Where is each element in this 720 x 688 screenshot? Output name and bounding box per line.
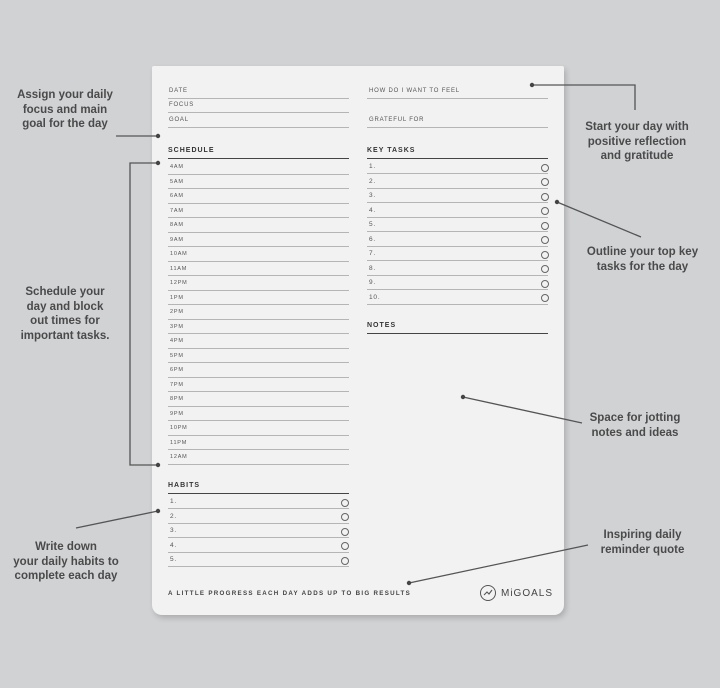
key-task-number: 7. (369, 250, 377, 257)
habit-number: 3. (170, 527, 178, 534)
annotation-line: Schedule your (25, 286, 105, 298)
schedule-heading: SCHEDULE (168, 147, 215, 154)
schedule-time-label: 8AM (170, 222, 184, 228)
habit-number: 2. (170, 512, 178, 520)
key-task-number: 6. (369, 235, 377, 243)
schedule-time-label: 7AM (170, 207, 184, 214)
schedule-time-label: 12PM (170, 280, 188, 286)
notes-heading: NOTES (367, 322, 397, 329)
field-label-focus: FOCUS (169, 102, 194, 108)
annotation-line: Outline your top key (586, 246, 699, 258)
schedule-time-label: 2PM (170, 309, 184, 315)
field-label-date: DATE (169, 88, 188, 94)
schedule-time-label: 5AM (170, 178, 184, 185)
key-task-number: 9. (369, 279, 377, 286)
annotation-line: and gratitude (600, 150, 674, 162)
schedule-time-label: 9AM (170, 236, 184, 243)
schedule-time-label: 4AM (170, 164, 184, 170)
schedule-time-label: 11AM (170, 265, 188, 272)
habit-number: 4. (170, 541, 178, 549)
annotation-line: Inspiring daily (603, 529, 682, 541)
habit-number: 1. (170, 498, 178, 505)
schedule-time-label: 6AM (170, 193, 184, 199)
annotation-line: Assign your daily (17, 89, 113, 101)
habit-number: 5. (170, 556, 178, 563)
schedule-time-label: 1PM (170, 294, 184, 301)
schedule-time-label: 9PM (170, 410, 184, 417)
schedule-time-label: 10AM (170, 251, 188, 257)
schedule-time-label: 6PM (170, 367, 184, 373)
annotation-line: complete each day (14, 570, 118, 582)
key-task-number: 4. (369, 206, 377, 214)
key-task-number: 2. (369, 177, 377, 185)
annotation-line: Start your day with (585, 121, 689, 133)
daily-quote: A LITTLE PROGRESS EACH DAY ADDS UP TO BIG RESULTS (168, 590, 412, 597)
annotation-line: your daily habits to (13, 555, 119, 568)
schedule-time-label: 7PM (170, 381, 184, 388)
schedule-time-label: 12AM (170, 454, 188, 460)
annotation-line: Space for jotting (589, 412, 681, 424)
annotation-line: Write down (35, 541, 97, 553)
key-task-number: 5. (369, 221, 377, 228)
annotation-line: important tasks. (20, 329, 110, 342)
schedule-time-label: 11PM (170, 439, 188, 446)
key-task-number: 3. (369, 192, 377, 199)
annotation-line: focus and main (22, 103, 108, 116)
field-label-right: HOW DO I WANT TO FEEL (369, 88, 460, 94)
key-task-number: 10. (369, 293, 381, 301)
brand-name: MiGOALS (501, 587, 554, 599)
key-task-number: 1. (369, 163, 377, 170)
schedule-time-label: 5PM (170, 352, 184, 359)
annotation-line: positive reflection (587, 135, 687, 148)
schedule-time-label: 3PM (170, 323, 184, 330)
annotation-line: notes and ideas (591, 426, 679, 439)
habits-heading: HABITS (168, 482, 201, 489)
schedule-time-label: 8PM (170, 396, 184, 402)
annotation-line: day and block (26, 300, 104, 313)
field-label-right: GRATEFUL FOR (369, 117, 425, 123)
schedule-time-label: 4PM (170, 338, 184, 344)
annotation-line: tasks for the day (596, 260, 689, 273)
key-task-number: 8. (369, 264, 377, 272)
annotation-line: reminder quote (600, 543, 685, 556)
annotation-line: goal for the day (22, 118, 108, 130)
annotation-line: out times for (30, 315, 100, 327)
key-tasks-heading: KEY TASKS (367, 147, 416, 154)
field-label-goal: GOAL (169, 117, 189, 123)
schedule-time-label: 10PM (170, 425, 188, 431)
